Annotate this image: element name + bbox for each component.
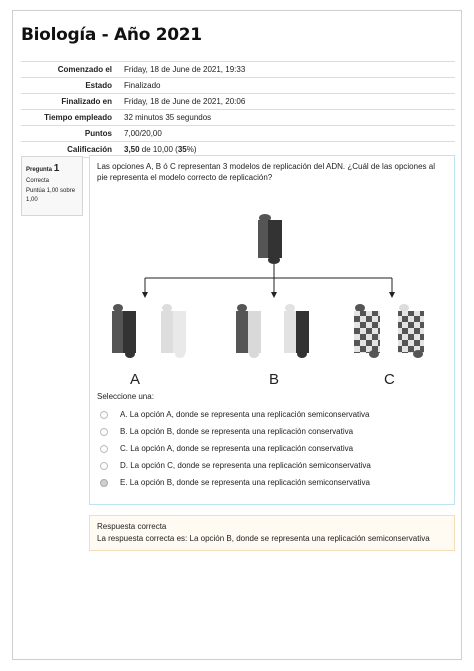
answer-option-a[interactable] <box>100 406 371 423</box>
figure-label-b: B <box>269 371 280 388</box>
summary-row <box>21 126 455 142</box>
option-letter: C. <box>120 444 128 453</box>
summary-label: Finalizado en <box>21 94 116 110</box>
radio-button[interactable] <box>100 462 108 470</box>
summary-row <box>21 110 455 126</box>
answer-option-c[interactable] <box>100 440 371 457</box>
summary-value: 7,00/20,00 <box>116 126 455 142</box>
answer-option-e[interactable] <box>100 474 371 491</box>
grade-mid: de 10,00 ( <box>139 145 178 154</box>
question-info-box <box>21 156 83 216</box>
question-prefix: Pregunta <box>26 167 53 173</box>
option-text: La opción A, donde se representa una replicación conservativa <box>130 444 354 453</box>
question-number-value: 1 <box>53 163 60 174</box>
grade-number: 3,50 <box>124 145 140 154</box>
grade-end: %) <box>186 145 197 154</box>
feedback-box <box>89 515 455 551</box>
option-c-molecules <box>354 304 424 358</box>
grade-percent: 35 <box>177 145 187 154</box>
summary-row <box>21 94 455 110</box>
option-text: La opción B, donde se representa una replicación semiconservativa <box>129 478 370 487</box>
summary-row <box>21 62 455 78</box>
question-status: Correcta <box>26 178 50 184</box>
quiz-review-page <box>12 10 462 660</box>
feedback-text: La respuesta correcta es: La opción B, donde se representa una replicación semiconservativa <box>97 533 430 543</box>
option-a-molecules <box>112 304 186 358</box>
question-score: Puntúa 1,00 sobre 1,00 <box>26 187 76 204</box>
option-letter: B. <box>120 427 128 436</box>
select-prompt: Seleccione una: <box>97 392 154 401</box>
answer-option-b[interactable] <box>100 423 371 440</box>
radio-button[interactable] <box>100 445 108 453</box>
dna-replication-figure <box>102 208 447 388</box>
summary-value: Friday, 18 de June de 2021, 20:06 <box>116 94 455 110</box>
arrow-heads <box>142 292 395 298</box>
summary-value: 32 minutos 35 segundos <box>116 110 455 126</box>
option-b-molecules <box>236 304 309 358</box>
summary-label: Tiempo empleado <box>21 110 116 126</box>
summary-label: Estado <box>21 78 116 94</box>
question-text: Las opciones A, B ó C representan 3 modelos de replicación del ADN. ¿Cuál de las opciones al pie representa el modelo correcto de replicación? <box>97 162 435 182</box>
parent-dna-molecule <box>258 214 282 264</box>
option-text: La opción C, donde se representa una replicación semiconservativa <box>130 461 371 470</box>
question-content <box>89 155 455 505</box>
summary-label: Calificación <box>21 142 116 158</box>
figure-label-a: A <box>130 371 141 388</box>
option-letter: D. <box>120 461 128 470</box>
page-title: Biología - Año 2021 <box>21 25 202 45</box>
question-number <box>26 161 78 177</box>
replication-arrows <box>145 264 392 292</box>
answer-options <box>100 406 371 491</box>
summary-label: Comenzado el <box>21 62 116 78</box>
summary-value: Friday, 18 de June de 2021, 19:33 <box>116 62 455 78</box>
option-letter: E. <box>120 478 128 487</box>
summary-label: Puntos <box>21 126 116 142</box>
answer-option-d[interactable] <box>100 457 371 474</box>
option-text: La opción B, donde se representa una replicación conservativa <box>129 427 354 436</box>
feedback-heading: Respuesta correcta <box>97 522 167 531</box>
option-letter: A. <box>120 410 128 419</box>
attempt-summary-table <box>21 61 455 158</box>
radio-button[interactable] <box>100 479 108 487</box>
summary-row <box>21 78 455 94</box>
summary-value: Finalizado <box>116 78 455 94</box>
radio-button[interactable] <box>100 411 108 419</box>
figure-label-c: C <box>384 371 395 388</box>
radio-button[interactable] <box>100 428 108 436</box>
option-text: La opción A, donde se representa una replicación semiconservativa <box>129 410 370 419</box>
